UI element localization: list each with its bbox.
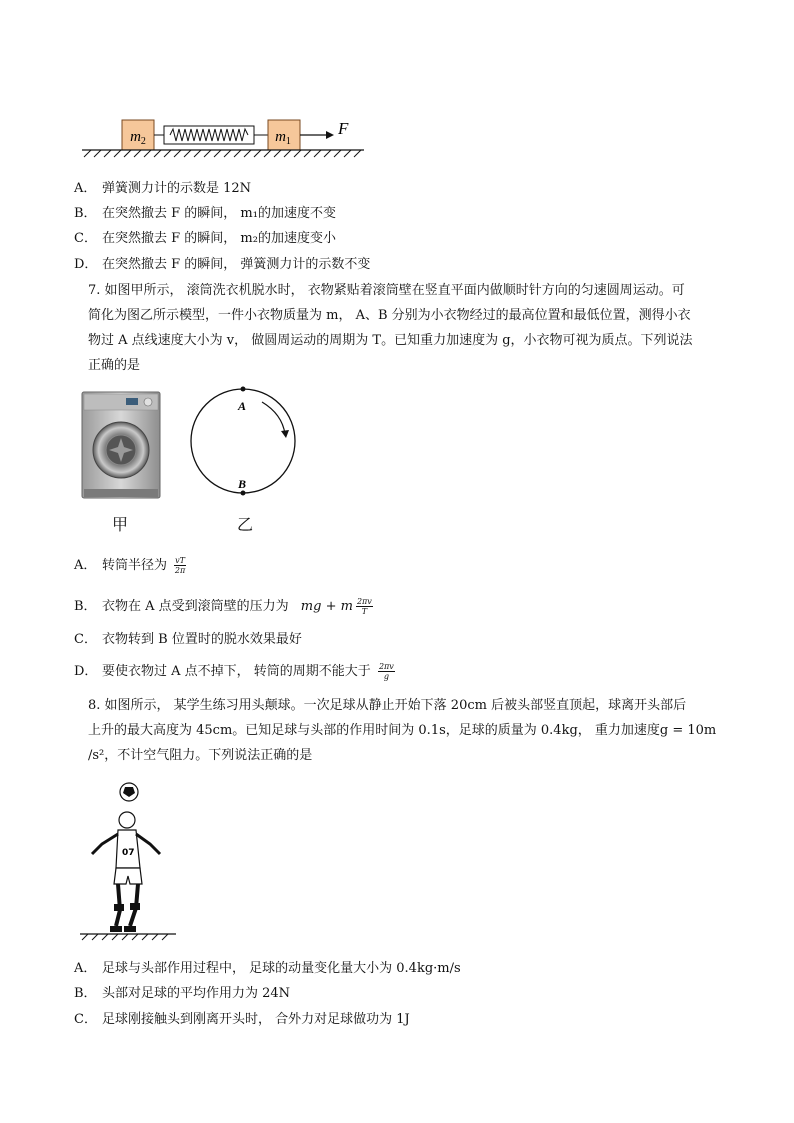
caption-jia: 甲 [112, 515, 129, 534]
spring-block-figure [78, 112, 378, 160]
student-arm-right [136, 834, 160, 854]
option-letter: B． [74, 206, 97, 221]
pressure-fraction: $\frac{2\pi v}{T}$ [356, 597, 372, 616]
washing-machine-figure [82, 392, 162, 500]
q8-stem-line-3: /s²，不计空气阻力。下列说法正确的是 [88, 748, 313, 763]
display-screen [126, 398, 138, 405]
option-letter: B． [74, 599, 97, 614]
point-a-dot [241, 387, 246, 392]
option-text: 弹簧测力计的示数是 12N [102, 181, 252, 196]
option-text: 衣物转到 B 位置时的脱水效果最好 [102, 632, 302, 647]
q8-option-c [74, 1011, 410, 1029]
machine-base [84, 489, 158, 497]
q7-option-c [74, 631, 302, 649]
ground-hatch [84, 150, 361, 157]
q7-option-a [74, 556, 189, 575]
q8-stem-line-2: 上升的最大高度为 45cm。已知足球与头部的作用时间为 0.1s，足球的质量为 0.4kg， 重力加速度g = 10m [88, 723, 717, 738]
option-text: 在突然撤去 F 的瞬间， m₁的加速度不变 [102, 206, 336, 221]
option-letter: D． [74, 664, 98, 679]
q6-option-b [74, 205, 336, 223]
svg-text:07: 07 [122, 848, 135, 858]
student-head [119, 812, 135, 828]
option-letter: B． [74, 986, 97, 1001]
spring-coil [170, 129, 248, 141]
option-text: 衣物在 A 点受到滚筒壁的压力为 [102, 599, 289, 614]
control-knob [144, 398, 152, 406]
point-a-label: A [238, 399, 247, 413]
q7-stem-line-1: 7. 如图甲所示， 滚筒洗衣机脱水时， 衣物紧贴着滚筒壁在竖直平面内做顺时针方向的匀速圆周运动。可 [88, 283, 685, 298]
option-letter: D． [74, 257, 98, 272]
option-letter: A． [74, 181, 97, 196]
student-arm-left [92, 834, 118, 854]
point-b-label: B [238, 477, 247, 491]
option-letter: C． [74, 231, 97, 246]
student-shorts [114, 868, 142, 884]
point-b-dot [241, 491, 246, 496]
label-force: F [338, 119, 349, 138]
q8-option-b [74, 985, 290, 1003]
force-arrow [326, 131, 334, 139]
q6-option-d [74, 256, 370, 274]
option-letter: A． [74, 961, 97, 976]
period-fraction: $\frac{2\pi v}{g}$ [378, 662, 394, 681]
option-text: 转筒半径为 [102, 558, 168, 573]
radius-fraction: $\frac{vT}{2\pi}$ [174, 556, 186, 575]
q6-option-a [74, 180, 251, 198]
option-text: 头部对足球的平均作用力为 24N [102, 986, 291, 1001]
q8-stem-line-1: 8. 如图所示， 某学生练习用头颠球。一次足球从静止开始下落 20cm 后被头部竖直顶起，球离开头部后 [88, 698, 687, 713]
q6-option-c [74, 230, 336, 248]
label-m1: $m_1$ [275, 129, 291, 147]
q7-stem-line-4: 正确的是 [88, 358, 141, 373]
q7-stem-line-2: 简化为图乙所示模型，一件小衣物质量为 m， A、B 分别为小衣物经过的最高位置和最低位置，测得小衣 [88, 308, 691, 323]
q7-option-d [74, 662, 398, 681]
option-text: 要使衣物过 A 点不掉下， 转筒的周期不能大于 [102, 664, 371, 679]
circle-model-figure [190, 388, 302, 500]
q7-stem-line-3: 物过 A 点线速度大小为 v， 做圆周运动的周期为 T。已知重力加速度为 g，小衣物可视为质点。下列说法 [88, 333, 693, 348]
pressure-expression: mg + m [300, 599, 353, 614]
label-m2: $m_2$ [130, 129, 146, 147]
option-text: 足球刚接触头到刚离开头时， 合外力对足球做功为 1J [102, 1012, 410, 1027]
option-text: 在突然撤去 F 的瞬间， m₂的加速度变小 [102, 231, 336, 246]
option-text: 足球与头部作用过程中， 足球的动量变化量大小为 0.4kg·m/s [102, 961, 461, 976]
student-shoes [110, 926, 136, 932]
caption-yi: 乙 [237, 515, 254, 534]
option-letter: C． [74, 1012, 97, 1027]
option-text: 在突然撤去 F 的瞬间， 弹簧测力计的示数不变 [102, 257, 371, 272]
q7-option-b [74, 597, 376, 616]
option-letter: C． [74, 632, 97, 647]
student-heading-ball-figure [80, 780, 180, 945]
q8-option-a [74, 960, 461, 978]
option-letter: A． [74, 558, 97, 573]
